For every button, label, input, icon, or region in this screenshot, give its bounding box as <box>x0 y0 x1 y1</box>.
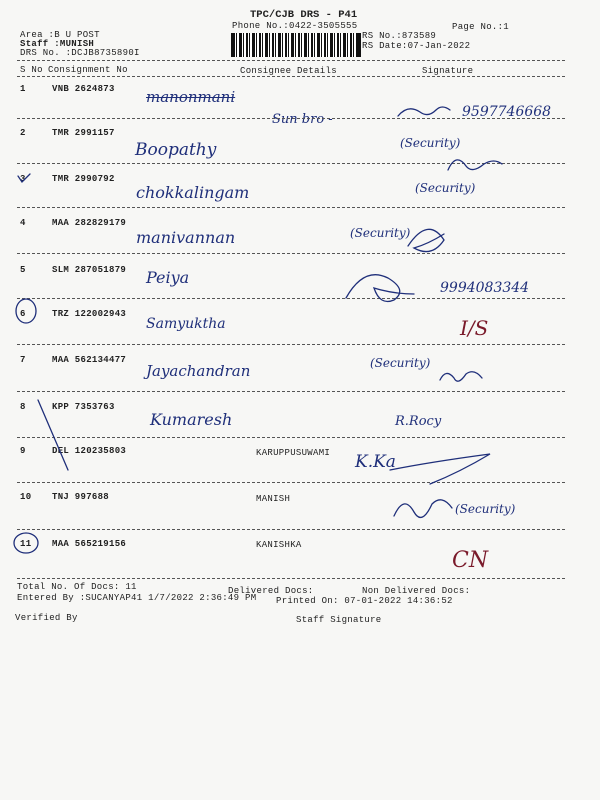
non-delivered-docs: Non Delivered Docs: <box>362 586 471 596</box>
row-handwritten-signature: (Security) <box>400 136 461 150</box>
row-consignment: TMR 2990792 <box>52 174 115 184</box>
row-handwritten-signature: (Security) <box>415 181 476 195</box>
col-signature: Signature <box>422 66 474 76</box>
row-handwritten-name: chokkalingam <box>136 183 250 202</box>
row-sno: 6 <box>20 309 26 319</box>
row-consignment: VNB 2624873 <box>52 84 115 94</box>
row-handwritten-name: manivannan <box>136 228 236 247</box>
document-title: TPC/CJB DRS - P41 <box>250 9 358 21</box>
rs-number: RS No.:873589 <box>362 31 437 41</box>
row-consignee: MANISH <box>256 494 291 504</box>
row-handwritten-signature: CN <box>452 548 489 573</box>
row-handwritten-extra: Sun bro - <box>272 112 333 127</box>
row-handwritten-name: Jayachandran <box>146 362 251 380</box>
row-consignment: TMR 2991157 <box>52 128 115 138</box>
row-sno: 7 <box>20 355 26 365</box>
row-consignment: KPP 7353763 <box>52 402 115 412</box>
row-sno: 3 <box>20 174 26 184</box>
drs-number: DRS No. :DCJB8735890I <box>20 48 140 58</box>
row-consignee: KARUPPUSUWAMI <box>256 448 331 458</box>
row-consignment: SLM 287051879 <box>52 265 127 275</box>
row-consignment: DEL 120235803 <box>52 446 127 456</box>
row-handwritten-name: Samyuktha <box>146 316 226 332</box>
col-sno: S No <box>20 65 43 75</box>
row-consignment: TNJ 997688 <box>52 492 110 502</box>
row-handwritten-name: Boopathy <box>135 140 217 160</box>
row-sno: 10 <box>20 492 32 502</box>
row-sno: 9 <box>20 446 26 456</box>
row-sno: 4 <box>20 218 26 228</box>
row-sno: 2 <box>20 128 26 138</box>
row-handwritten-signature: (Security) <box>455 502 516 516</box>
row-sno: 8 <box>20 402 26 412</box>
page-number: Page No.:1 <box>452 22 510 32</box>
row-consignment: MAA 562134477 <box>52 355 127 365</box>
total-docs: Total No. Of Docs: 11 <box>17 582 137 592</box>
row-consignment: MAA 282829179 <box>52 218 127 228</box>
entered-by: Entered By :SUCANYAP41 1/7/2022 2:36:49 PM <box>17 593 257 603</box>
row-handwritten-name: manonmani <box>146 88 236 106</box>
row-consignee: KANISHKA <box>256 540 302 550</box>
rs-date: RS Date:07-Jan-2022 <box>362 41 471 51</box>
row-sno: 11 <box>20 539 32 549</box>
staff-signature: Staff Signature <box>296 615 382 625</box>
row-handwritten-name: Kumaresh <box>150 410 233 429</box>
delivered-docs: Delivered Docs: <box>228 586 314 596</box>
row-handwritten-signature: 9994083344 <box>440 280 530 296</box>
staff-label: Staff :MUNISH <box>20 39 95 49</box>
row-consignment: TRZ 122002943 <box>52 309 127 319</box>
row-sno: 1 <box>20 84 26 94</box>
col-consignment: Consignment No <box>48 65 128 75</box>
row-consignment: MAA 565219156 <box>52 539 127 549</box>
row-sno: 5 <box>20 265 26 275</box>
row-handwritten-signature: R.Rocy <box>395 414 442 429</box>
area-label: Area :B U POST <box>20 30 100 40</box>
phone-number: Phone No.:0422-3505555 <box>232 21 358 31</box>
row-handwritten-name: Peiya <box>146 268 190 287</box>
row-handwritten-signature: (Security) <box>370 356 431 370</box>
verified-by: Verified By <box>15 613 78 623</box>
col-consignee: Consignee Details <box>240 66 337 76</box>
row-handwritten-signature: (Security) <box>350 226 411 240</box>
printed-on: Printed On: 07-01-2022 14:36:52 <box>276 596 453 606</box>
row-handwritten-signature: 9597746668 <box>462 104 552 120</box>
row-handwritten-signature: K.Ka <box>355 452 396 472</box>
row-handwritten-signature: I/S <box>460 316 489 340</box>
